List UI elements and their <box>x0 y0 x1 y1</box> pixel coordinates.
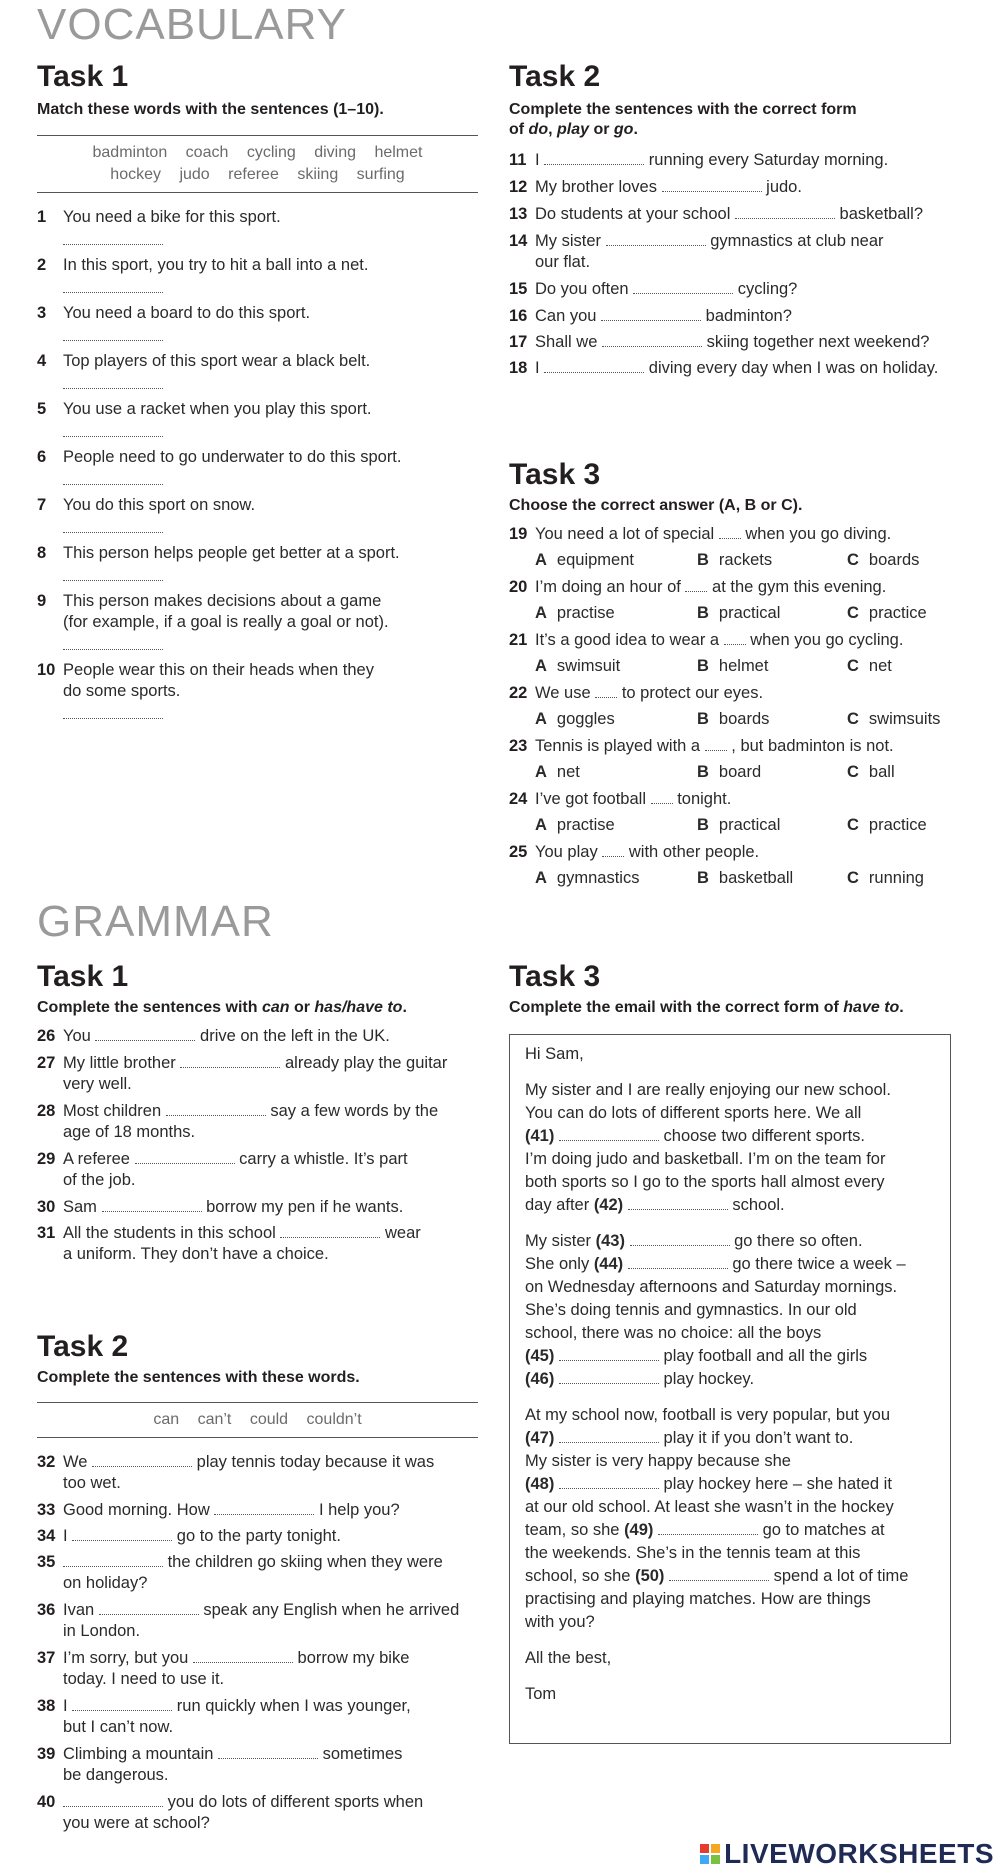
item-text: Do students at your school <box>535 205 731 223</box>
option-b[interactable]: B rackets <box>697 551 773 569</box>
answer-blank[interactable] <box>63 326 163 341</box>
answer-blank[interactable] <box>628 1195 728 1210</box>
email-signoff: All the best, <box>525 1649 612 1667</box>
word-row <box>37 142 478 164</box>
word: could <box>249 1411 289 1428</box>
item-number: 31 <box>37 1224 56 1242</box>
option-b[interactable]: B practical <box>697 816 781 834</box>
answer-blank[interactable] <box>602 842 624 857</box>
item-number: 37 <box>37 1649 56 1667</box>
grammar-item-35 <box>37 1552 487 1594</box>
option-a[interactable]: A gymnastics <box>535 869 640 887</box>
item-text: play tennis today because it was <box>196 1453 435 1471</box>
item-text: I <box>535 359 540 377</box>
grammar-item-28 <box>37 1101 487 1143</box>
answer-blank[interactable] <box>280 1223 380 1238</box>
grammar-item-37 <box>37 1648 487 1690</box>
answer-blank[interactable] <box>559 1474 659 1489</box>
item-number: 25 <box>509 843 528 861</box>
option-a[interactable]: A goggles <box>535 710 615 728</box>
item-text: Good morning. How <box>63 1501 210 1519</box>
logo-mark-icon <box>700 1844 720 1864</box>
mc-options <box>535 603 965 625</box>
item-number: 24 <box>509 790 528 808</box>
answer-blank[interactable] <box>63 1552 163 1567</box>
item-text: badminton? <box>705 307 792 325</box>
mc-options <box>535 550 965 572</box>
mc-question-22 <box>509 683 969 704</box>
grammar-item-34 <box>37 1526 487 1547</box>
item-text: Can you <box>535 307 597 325</box>
item-number: 8 <box>37 544 47 562</box>
answer-blank[interactable] <box>559 1346 659 1361</box>
vocab-item-16 <box>509 306 969 327</box>
item-text: I help you? <box>318 1501 400 1519</box>
word: diving <box>314 144 356 161</box>
word: can <box>153 1411 180 1428</box>
answer-blank[interactable] <box>685 577 707 592</box>
vocab-task2-title: Task 2 <box>509 60 601 93</box>
item-text: sometimes <box>322 1745 403 1763</box>
grammar-item-26 <box>37 1026 487 1047</box>
option-b[interactable]: B practical <box>697 604 781 622</box>
item-text: go to the party tonight. <box>176 1527 341 1545</box>
word: surfing <box>356 166 405 183</box>
mc-question-23 <box>509 736 969 757</box>
item-text: say a few words by the <box>270 1102 439 1120</box>
answer-blank[interactable] <box>669 1566 769 1581</box>
option-a[interactable]: A equipment <box>535 551 634 569</box>
item-text: This person helps people get better at a sport. <box>63 544 400 562</box>
item-number: 3 <box>37 304 47 322</box>
item-number: 26 <box>37 1027 56 1045</box>
mc-options <box>535 656 965 678</box>
item-number: 18 <box>509 359 528 377</box>
answer-blank[interactable] <box>180 1053 280 1068</box>
answer-blank[interactable] <box>218 1744 318 1759</box>
logo-text: LIVEWORKSHEETS <box>724 1838 994 1869</box>
answer-blank[interactable] <box>630 1231 730 1246</box>
item-text: , but badminton is not. <box>731 737 894 755</box>
option-c[interactable]: C practice <box>847 604 927 622</box>
answer-blank[interactable] <box>544 150 644 165</box>
item-text: running every Saturday morning. <box>648 151 889 169</box>
item-text: tonight. <box>677 790 732 808</box>
item-text: My sister <box>535 232 601 250</box>
word: coach <box>185 144 229 161</box>
item-text: at the gym this evening. <box>712 578 887 596</box>
vocab-item-6 <box>37 447 477 485</box>
option-c[interactable]: C net <box>847 657 892 675</box>
answer-blank[interactable] <box>193 1648 293 1663</box>
item-text: I <box>535 151 540 169</box>
vocab-task1-title: Task 1 <box>37 60 129 93</box>
item-text: Shall we <box>535 333 598 351</box>
item-number: 23 <box>509 737 528 755</box>
grammar-task3-instruction: Complete the email with the correct form of have to. <box>509 999 904 1016</box>
word: hockey <box>110 166 161 183</box>
item-text: Climbing a mountain <box>63 1745 214 1763</box>
item-text-cont: too wet. <box>63 1474 121 1492</box>
answer-blank[interactable] <box>559 1126 659 1141</box>
grammar-word-box <box>37 1402 478 1438</box>
item-number: 35 <box>37 1553 56 1571</box>
vocab-item-12 <box>509 177 969 198</box>
mc-question-24 <box>509 789 969 810</box>
vocab-item-11 <box>509 150 969 171</box>
vocab-item-1 <box>37 207 477 245</box>
mc-question-25 <box>509 842 969 863</box>
grammar-item-29 <box>37 1149 487 1191</box>
vocab-item-15 <box>509 279 969 300</box>
item-number: 28 <box>37 1102 56 1120</box>
liveworksheets-logo <box>700 1838 994 1870</box>
item-text: to protect our eyes. <box>621 684 764 702</box>
answer-blank[interactable] <box>628 1254 728 1269</box>
mc-options <box>535 815 965 837</box>
item-number: 11 <box>509 151 527 169</box>
item-number: 16 <box>509 307 528 325</box>
option-c[interactable]: C ball <box>847 763 895 781</box>
item-text: In this sport, you try to hit a ball into a net. <box>63 256 369 274</box>
item-text: gymnastics at club near <box>710 232 884 250</box>
answer-blank[interactable] <box>658 1520 758 1535</box>
item-number: 32 <box>37 1453 56 1471</box>
option-a[interactable]: A net <box>535 763 580 781</box>
answer-blank[interactable] <box>559 1369 659 1384</box>
answer-blank[interactable] <box>735 204 835 219</box>
answer-blank[interactable] <box>595 683 617 698</box>
item-number: 19 <box>509 525 528 543</box>
answer-blank[interactable] <box>63 470 163 485</box>
item-number: 9 <box>37 592 47 610</box>
item-number: 14 <box>509 232 528 250</box>
item-text: speak any English when he arrived <box>203 1601 460 1619</box>
option-c[interactable]: C practice <box>847 816 927 834</box>
item-text: You do this sport on snow. <box>63 496 256 514</box>
grammar-item-27 <box>37 1053 487 1095</box>
answer-blank[interactable] <box>651 789 673 804</box>
item-number: 5 <box>37 400 47 418</box>
mc-question-20 <box>509 577 969 598</box>
vocab-item-17 <box>509 332 969 353</box>
option-c[interactable]: C boards <box>847 551 920 569</box>
answer-blank[interactable] <box>63 518 163 533</box>
word: referee <box>228 166 279 183</box>
answer-blank[interactable] <box>63 230 163 245</box>
answer-blank[interactable] <box>63 374 163 389</box>
vocab-item-4 <box>37 351 477 389</box>
item-text: you do lots of different sports when <box>167 1793 424 1811</box>
item-text: Sam <box>63 1198 97 1216</box>
word: judo <box>179 166 210 183</box>
grammar-item-33 <box>37 1500 487 1521</box>
vocab-item-10 <box>37 660 477 719</box>
item-number: 21 <box>509 631 528 649</box>
answer-blank[interactable] <box>63 635 163 650</box>
item-text: My brother loves <box>535 178 657 196</box>
answer-blank[interactable] <box>99 1600 199 1615</box>
item-text: You need a board to do this sport. <box>63 304 311 322</box>
item-text: All the students in this school <box>63 1224 276 1242</box>
word: can’t <box>197 1411 232 1428</box>
email-paragraph: My sister and I are really enjoying our new school. You can do lots of different sports here. We all (41) choose two different sports. I’m doing judo and basketball. I’m on the team for both sports so I go to the sports hall almost every day after (42) school. <box>525 1081 891 1214</box>
vocab-item-14 <box>509 231 969 273</box>
grammar-item-36 <box>37 1600 487 1642</box>
item-text: drive on the left in the UK. <box>200 1027 390 1045</box>
item-number: 27 <box>37 1054 56 1072</box>
answer-blank[interactable] <box>63 704 163 719</box>
item-number: 39 <box>37 1745 56 1763</box>
answer-blank[interactable] <box>724 630 746 645</box>
email-greeting: Hi Sam, <box>525 1045 584 1063</box>
answer-blank[interactable] <box>63 278 163 293</box>
item-text-cont: today. I need to use it. <box>63 1670 225 1688</box>
answer-blank[interactable] <box>63 422 163 437</box>
item-text: basketball? <box>839 205 924 223</box>
item-text: Most children <box>63 1102 162 1120</box>
item-text: run quickly when I was younger, <box>176 1697 411 1715</box>
mc-options <box>535 762 965 784</box>
email-box <box>509 1034 951 1744</box>
item-number: 12 <box>509 178 528 196</box>
answer-blank[interactable] <box>559 1428 659 1443</box>
item-text: carry a whistle. It’s part <box>239 1150 408 1168</box>
answer-blank[interactable] <box>92 1452 192 1467</box>
grammar-heading: GRAMMAR <box>37 897 274 946</box>
item-text: You use a racket when you play this sport. <box>63 400 372 418</box>
item-number: 33 <box>37 1501 56 1519</box>
item-text: My little brother <box>63 1054 176 1072</box>
item-text: borrow my bike <box>297 1649 410 1667</box>
answer-blank[interactable] <box>662 177 762 192</box>
item-text: It’s a good idea to wear a <box>535 631 720 649</box>
option-c[interactable]: C running <box>847 869 924 887</box>
item-text: I <box>63 1527 68 1545</box>
item-text: when you go diving. <box>745 525 892 543</box>
item-number: 20 <box>509 578 528 596</box>
mc-options <box>535 709 965 731</box>
word: badminton <box>92 144 168 161</box>
item-number: 6 <box>37 448 47 466</box>
item-text: already play the guitar <box>284 1054 448 1072</box>
answer-blank[interactable] <box>63 1792 163 1807</box>
option-a[interactable]: A swimsuit <box>535 657 621 675</box>
item-text: You need a lot of special <box>535 525 715 543</box>
item-number: 30 <box>37 1198 56 1216</box>
item-text: I <box>63 1697 68 1715</box>
grammar-task1-title: Task 1 <box>37 960 129 993</box>
item-text: You play <box>535 843 598 861</box>
answer-blank[interactable] <box>633 279 733 294</box>
item-text-cont: but I can’t now. <box>63 1718 174 1736</box>
item-text: judo. <box>766 178 802 196</box>
item-text: You <box>63 1027 91 1045</box>
answer-blank[interactable] <box>72 1696 172 1711</box>
item-text-cont: (for example, if a goal is really a goal or not). <box>63 613 389 631</box>
item-text: when you go cycling. <box>750 631 904 649</box>
answer-blank[interactable] <box>166 1101 266 1116</box>
item-number: 7 <box>37 496 47 514</box>
word: skiing <box>297 166 339 183</box>
item-text-cont: very well. <box>63 1075 132 1093</box>
item-text-cont: you were at school? <box>63 1814 210 1832</box>
answer-blank[interactable] <box>102 1197 202 1212</box>
answer-blank[interactable] <box>95 1026 195 1041</box>
item-text-cont: age of 18 months. <box>63 1123 196 1141</box>
item-text: You need a bike for this sport. <box>63 208 281 226</box>
vocab-item-18 <box>509 358 979 379</box>
item-number: 17 <box>509 333 528 351</box>
email-paragraph: My sister (43) go there so often. She only (44) go there twice a week – on Wednesday afternoons and Saturday mornings. She’s doing tennis and gymnastics. In our old school, there was no choice: all the boys (45) play football and all the girls (46) play hockey. <box>525 1232 906 1388</box>
item-number: 4 <box>37 352 47 370</box>
item-text: Top players of this sport wear a black belt. <box>63 352 371 370</box>
answer-blank[interactable] <box>63 566 163 581</box>
item-text: This person makes decisions about a game <box>63 592 382 610</box>
mc-options <box>535 868 965 890</box>
item-text: skiing together next weekend? <box>706 333 930 351</box>
grammar-item-39 <box>37 1744 487 1786</box>
item-text: borrow my pen if he wants. <box>206 1198 404 1216</box>
option-a[interactable]: A practise <box>535 604 615 622</box>
word: helmet <box>374 144 423 161</box>
item-number: 36 <box>37 1601 56 1619</box>
vocab-item-7 <box>37 495 477 533</box>
grammar-task1-instruction: Complete the sentences with can or has/have to. <box>37 999 407 1016</box>
item-text: We <box>63 1453 88 1471</box>
vocab-task1-instruction: Match these words with the sentences (1–10). <box>37 101 384 118</box>
grammar-task3-title: Task 3 <box>509 960 601 993</box>
answer-blank[interactable] <box>705 736 727 751</box>
answer-blank[interactable] <box>214 1500 314 1515</box>
item-text: cycling? <box>737 280 798 298</box>
item-text: with other people. <box>628 843 760 861</box>
item-text: People need to go underwater to do this sport. <box>63 448 402 466</box>
item-number: 1 <box>37 208 47 226</box>
item-text-cont: do some sports. <box>63 682 181 700</box>
item-number: 29 <box>37 1150 56 1168</box>
word-row <box>37 164 478 186</box>
answer-blank[interactable] <box>135 1149 235 1164</box>
vocab-item-13 <box>509 204 969 225</box>
email-paragraph: At my school now, football is very popular, but you (47) play it if you don’t want to. My sister is very happy because she (48) play hockey here – she hated it at our old school. At least she wasn’t in the hockey team, so she (49) go to matches at the weekends. She’s in the tennis team at this school, so she (50) spend a lot of time practising and playing matches. How are things with you? <box>525 1406 909 1631</box>
item-text-cont: in London. <box>63 1622 141 1640</box>
mc-question-19 <box>509 524 969 545</box>
mc-question-21 <box>509 630 969 651</box>
option-b[interactable]: B basketball <box>697 869 794 887</box>
item-text: We use <box>535 684 591 702</box>
answer-blank[interactable] <box>544 358 644 373</box>
item-text-cont: a uniform. They don’t have a choice. <box>63 1245 329 1263</box>
grammar-task2-instruction: Complete the sentences with these words. <box>37 1369 360 1386</box>
grammar-task2-title: Task 2 <box>37 1330 129 1363</box>
answer-blank[interactable] <box>719 524 741 539</box>
item-text-cont: be dangerous. <box>63 1766 169 1784</box>
item-number: 22 <box>509 684 528 702</box>
option-b[interactable]: B board <box>697 763 762 781</box>
option-b[interactable]: B boards <box>697 710 770 728</box>
item-text: A referee <box>63 1150 130 1168</box>
item-number: 15 <box>509 280 528 298</box>
vocab-item-2 <box>37 255 477 293</box>
answer-blank[interactable] <box>72 1526 172 1541</box>
option-b[interactable]: B helmet <box>697 657 769 675</box>
item-text: the children go skiing when they were <box>167 1553 443 1571</box>
vocab-task3-instruction: Choose the correct answer (A, B or C). <box>509 497 803 514</box>
vocab-word-box <box>37 135 478 193</box>
item-number: 34 <box>37 1527 56 1545</box>
grammar-item-40 <box>37 1792 487 1834</box>
item-text: People wear this on their heads when they <box>63 661 374 679</box>
word: cycling <box>246 144 296 161</box>
vocab-item-5 <box>37 399 477 437</box>
answer-blank[interactable] <box>601 306 701 321</box>
option-c[interactable]: C swimsuits <box>847 710 941 728</box>
grammar-item-30 <box>37 1197 487 1218</box>
word: couldn’t <box>306 1411 362 1428</box>
option-a[interactable]: A practise <box>535 816 615 834</box>
item-number: 13 <box>509 205 528 223</box>
item-text: I’ve got football <box>535 790 646 808</box>
answer-blank[interactable] <box>602 332 702 347</box>
email-signature: Tom <box>525 1685 557 1703</box>
item-text: Do you often <box>535 280 629 298</box>
vocab-item-8 <box>37 543 477 581</box>
item-text: I’m doing an hour of <box>535 578 681 596</box>
item-text: I’m sorry, but you <box>63 1649 189 1667</box>
vocab-task2-instruction: Complete the sentences with the correct form of do, play or go. <box>509 101 857 138</box>
item-number: 38 <box>37 1697 56 1715</box>
vocab-item-3 <box>37 303 477 341</box>
item-number: 10 <box>37 661 56 679</box>
item-text: Tennis is played with a <box>535 737 701 755</box>
item-number: 40 <box>37 1793 56 1811</box>
vocab-item-9 <box>37 591 477 650</box>
item-number: 2 <box>37 256 47 274</box>
item-text-cont: our flat. <box>535 253 591 271</box>
vocab-task3-title: Task 3 <box>509 458 601 491</box>
grammar-item-32 <box>37 1452 487 1494</box>
item-text-cont: on holiday? <box>63 1574 148 1592</box>
vocabulary-heading: VOCABULARY <box>37 0 347 49</box>
item-text-cont: of the job. <box>63 1171 136 1189</box>
answer-blank[interactable] <box>606 231 706 246</box>
item-text: wear <box>384 1224 421 1242</box>
item-text: diving every day when I was on holiday. <box>648 359 939 377</box>
item-text: Ivan <box>63 1601 95 1619</box>
grammar-item-38 <box>37 1696 487 1738</box>
grammar-item-31 <box>37 1223 487 1265</box>
